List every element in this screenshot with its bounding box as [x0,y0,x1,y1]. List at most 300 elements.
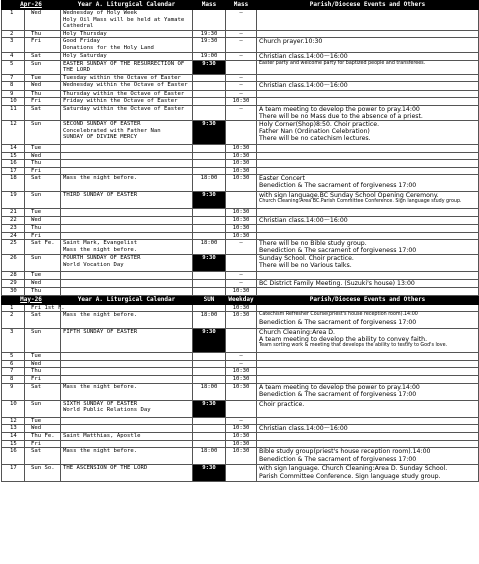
mass-time: 18:00 [193,175,226,192]
weekday: Thu [25,224,61,232]
weekday-mass-time: 10:30 [226,144,257,152]
weekday: Wed [25,216,61,224]
event-entry [257,216,479,224]
liturgical-entry [61,232,193,240]
liturgical-schedule-table [1,0,479,482]
event-entry [257,433,479,441]
text-line: THE ASCENSION OF THE LORD [63,465,148,472]
weekday-mass-time: — [226,52,257,60]
text-line: World Public Relations Day [63,407,151,414]
liturgical-entry [61,376,193,384]
weekday: Sat [25,312,61,329]
schedule-row [2,30,479,38]
weekday: Sat Fe. [25,240,61,255]
liturgical-entry [61,255,193,272]
day-number: 3 [2,38,25,52]
weekday-mass-time [226,465,257,482]
liturgical-entry [61,52,193,60]
weekday-mass-time: 10:30 [226,440,257,448]
event-entry [257,232,479,240]
mass-time [193,105,226,120]
schedule-row [2,329,479,353]
event-entry [257,383,479,400]
weekday-mass-time: 10:30 [226,425,257,433]
text-line: Holy Oil Mass will be held at Yamate Cathedral [63,16,185,30]
day-number: 3 [2,329,25,353]
event-entry [257,224,479,232]
event-entry [257,255,479,272]
weekday: Sun [25,60,61,74]
month-header: Apr-26 [2,1,61,10]
liturgical-entry [61,312,193,329]
liturgical-entry [61,82,193,90]
mass-time [193,74,226,82]
day-number: 24 [2,232,25,240]
liturgical-entry [61,38,193,52]
day-number: 12 [2,120,25,144]
mass-time: 18:00 [193,240,226,255]
schedule-row [2,279,479,287]
mass-time [193,232,226,240]
event-entry [257,144,479,152]
schedule-row [2,82,479,90]
mass-time [193,279,226,287]
event-entry [257,192,479,209]
weekday-mass-time [226,329,257,353]
text-line: Donations for the Holy Land [63,44,154,51]
day-number: 10 [2,400,25,417]
text-line: Benediction & The sacrament of forgiveness 17:00 [259,182,417,190]
day-number: 16 [2,160,25,168]
event-entry [257,312,479,329]
weekday: Fri 1st F. [25,304,61,312]
text-line: Saint Mark, Evangelist [63,240,138,247]
weekday-mass-time: 10:30 [226,304,257,312]
day-number: 13 [2,425,25,433]
liturgical-entry [61,400,193,417]
weekday-mass-time: — [226,74,257,82]
weekday-mass-time: — [226,10,257,31]
weekday-mass-time: — [226,272,257,280]
april-header-row [2,1,479,10]
weekday: Tue [25,74,61,82]
day-number: 25 [2,240,25,255]
schedule-row [2,288,479,296]
event-entry [257,360,479,368]
event-entry [257,304,479,312]
text-line: Saturday within the Octave of Easter [63,105,185,112]
text-line: BC District Family Meeting. (Suzuki's house) 13:00 [259,279,415,287]
liturgical-entry [61,175,193,192]
mass-time [193,82,226,90]
liturgical-entry [61,304,193,312]
weekday: Sat [25,105,61,120]
schedule-row [2,38,479,52]
text-line: There will be no Bible study group. [259,240,367,248]
mass-time [193,216,226,224]
day-number: 9 [2,90,25,98]
weekday-mass-time: 10:30 [226,433,257,441]
schedule-row [2,74,479,82]
liturgical-entry [61,144,193,152]
schedule-row [2,10,479,31]
weekday: Tue [25,417,61,425]
text-line: Christian class.14:00～16:00 [259,82,348,90]
day-number: 16 [2,448,25,465]
text-line: Wednesday within the Octave of Easter [63,82,188,89]
event-entry [257,425,479,433]
schedule-row [2,353,479,361]
weekday: Wed [25,152,61,160]
schedule-row [2,272,479,280]
liturgical-entry [61,160,193,168]
weekday: Sun [25,255,61,272]
mass-time [193,433,226,441]
liturgical-entry [61,433,193,441]
mass-time: 19:00 [193,52,226,60]
event-entry [257,272,479,280]
weekday-mass-time: 10:30 [226,288,257,296]
mass1-header: Mass [193,1,226,10]
day-number: 8 [2,82,25,90]
text-line: There will be no Mass due to the absence of a priest. [259,112,423,120]
text-line: Tuesday within the Octave of Easter [63,74,181,81]
mass-time: 9:30 [193,400,226,417]
weekday-mass-time: — [226,417,257,425]
weekday: Wed [25,82,61,90]
text-line: Church Cleaning:Area D. [259,329,336,337]
day-number: 29 [2,279,25,287]
mass-time [193,90,226,98]
weekday-mass-time [226,255,257,272]
text-line: Mass the night before. [63,383,138,390]
text-line: SIXTH SUNDAY OF EASTER [63,400,138,407]
text-line: Bible study group(priest's house reception room).14:00 [259,448,431,456]
liturgical-entry [61,272,193,280]
text-line: FIFTH SUNDAY OF EASTER [63,329,138,336]
weekday: Thu [25,160,61,168]
liturgical-entry [61,240,193,255]
liturgical-entry [61,90,193,98]
liturgical-entry [61,329,193,353]
event-entry [257,175,479,192]
text-line: Holy Thursday [63,30,107,37]
weekday: Sat [25,448,61,465]
schedule-row [2,417,479,425]
weekday-mass-time [226,120,257,144]
event-entry [257,60,479,74]
weekday: Fri [25,376,61,384]
weekday-mass-time [226,192,257,209]
schedule-row [2,105,479,120]
schedule-row [2,152,479,160]
day-number: 6 [2,360,25,368]
mass-time [193,160,226,168]
mass-time [193,417,226,425]
schedule-row [2,90,479,98]
schedule-row [2,360,479,368]
weekday-mass-time: 10:30 [226,232,257,240]
weekday: Wed [25,425,61,433]
weekday-mass-time: 10:30 [226,175,257,192]
schedule-row [2,433,479,441]
weekday: Fri [25,232,61,240]
schedule-row [2,425,479,433]
weekday: Sun [25,192,61,209]
weekday: Thu [25,288,61,296]
mass-time [193,304,226,312]
event-entry [257,82,479,90]
day-number: 5 [2,353,25,361]
text-line: Good Friday [63,38,101,45]
text-line: SECOND SUNDAY OF EASTER [63,120,141,127]
day-number: 30 [2,288,25,296]
day-number: 18 [2,175,25,192]
mass-time: 9:30 [193,120,226,144]
text-line: Benediction & The sacrament of forgiveness 17:00 [259,390,417,398]
mass-time [193,353,226,361]
event-entry [257,417,479,425]
schedule-row [2,52,479,60]
liturgical-entry [61,216,193,224]
text-line: Mass the night before. [63,246,138,253]
weekday: Wed [25,10,61,31]
liturgical-entry [61,209,193,217]
mass2-header: Weekday [226,295,257,304]
weekday: Tue [25,209,61,217]
mass-time [193,360,226,368]
weekday: Sat [25,52,61,60]
liturgical-entry [61,120,193,144]
text-line: A team meeting to develop the ability to convey faith. [259,336,428,344]
mass-time [193,376,226,384]
liturgical-entry [61,417,193,425]
day-number: 11 [2,105,25,120]
mass-time [193,288,226,296]
calendar-header: Year A. Liturgical Calendar [61,1,193,10]
schedule-row [2,98,479,106]
day-number: 2 [2,30,25,38]
event-entry [257,152,479,160]
event-entry [257,368,479,376]
weekday: Sun So. [25,465,61,482]
text-line: THIRD SUNDAY OF EASTER [63,192,138,199]
schedule-row [2,232,479,240]
schedule-row [2,120,479,144]
event-entry [257,353,479,361]
text-line: Christian class.14:00～16:00 [259,425,348,433]
liturgical-entry [61,448,193,465]
text-line: World Vocation Day [63,261,124,268]
liturgical-entry [61,152,193,160]
event-entry [257,10,479,31]
text-line: Saint Matthias, Apostle [63,433,141,440]
mass1-header: SUN [193,295,226,304]
schedule-row [2,448,479,465]
weekday-mass-time: 10:30 [226,312,257,329]
text-line: Benediction & The sacrament of forgiveness 17:00 [259,247,417,255]
schedule-row [2,304,479,312]
mass-time [193,144,226,152]
weekday-mass-time: — [226,240,257,255]
schedule-row [2,368,479,376]
text-line: Benediction & The sacrament of forgiveness 17:00 [259,318,417,326]
event-entry [257,105,479,120]
weekday: Tue [25,144,61,152]
text-line: Benediction & The sacrament of forgiveness 17:00 [259,455,417,463]
weekday: Fri [25,440,61,448]
liturgical-entry [61,60,193,74]
event-entry [257,440,479,448]
liturgical-entry [61,74,193,82]
text-line: Team sorting work & meeting that develops the ability to testify to God's love. [259,343,448,349]
events-header: Parish/Diocese Events and Others [257,1,479,10]
weekday-mass-time: — [226,105,257,120]
schedule-row [2,312,479,329]
mass-time [193,368,226,376]
text-line: A team meeting to develop the power to pray.14:00 [259,383,420,391]
event-entry [257,98,479,106]
weekday-mass-time: — [226,90,257,98]
day-number: 10 [2,98,25,106]
schedule-row [2,216,479,224]
weekday-mass-time: 10:30 [226,383,257,400]
liturgical-entry [61,224,193,232]
liturgical-entry [61,368,193,376]
schedule-row [2,465,479,482]
text-line: Holy Corner(Shop)8:50. Choir practice. [259,120,380,128]
day-number: 19 [2,192,25,209]
schedule-body [2,1,479,482]
mass-time: 9:30 [193,60,226,74]
event-entry [257,448,479,465]
weekday-mass-time: 10:30 [226,167,257,175]
weekday: Sat [25,175,61,192]
weekday: Wed [25,360,61,368]
weekday: Thu Fe. [25,433,61,441]
event-entry [257,288,479,296]
text-line: There will be no Various talks. [259,262,352,270]
weekday-mass-time: — [226,279,257,287]
schedule-row [2,240,479,255]
weekday: Sat [25,383,61,400]
liturgical-entry [61,98,193,106]
event-entry [257,30,479,38]
schedule-row [2,209,479,217]
day-number: 21 [2,209,25,217]
liturgical-entry [61,192,193,209]
weekday-mass-time: — [226,82,257,90]
text-line: Christian class.14:00～16:00 [259,52,348,60]
weekday-mass-time: 10:30 [226,160,257,168]
weekday: Thu [25,90,61,98]
day-number: 7 [2,74,25,82]
liturgical-entry [61,360,193,368]
text-line: Parish Committee Conference. Sign language study group. [259,472,441,480]
event-entry [257,38,479,52]
schedule-row [2,440,479,448]
weekday: Thu [25,368,61,376]
text-line: SUNDAY OF DIVINE MERCY [63,134,138,141]
day-number: 1 [2,304,25,312]
liturgical-entry [61,440,193,448]
weekday: Thu [25,30,61,38]
weekday: Tue [25,272,61,280]
weekday: Sun [25,329,61,353]
weekday-mass-time: 10:30 [226,98,257,106]
schedule-row [2,224,479,232]
day-number: 17 [2,167,25,175]
text-line: Friday within the Octave of Easter [63,98,178,105]
day-number: 28 [2,272,25,280]
weekday: Tue [25,353,61,361]
weekday-mass-time: — [226,353,257,361]
schedule-row [2,60,479,74]
day-number: 23 [2,224,25,232]
weekday: Sun [25,120,61,144]
mass-time [193,167,226,175]
day-number: 7 [2,368,25,376]
text-line: Mass the night before. [63,175,138,182]
text-line: Sunday School. Choir practice. [259,255,354,263]
mass-time [193,224,226,232]
schedule-row [2,160,479,168]
liturgical-entry [61,353,193,361]
mass-time [193,425,226,433]
text-line: Catechism Refresher Course(priest's house reception room).14:00 [259,312,418,318]
text-line: Holy Saturday [63,52,107,59]
weekday: Wed [25,279,61,287]
day-number: 22 [2,216,25,224]
weekday-mass-time: — [226,30,257,38]
day-number: 4 [2,52,25,60]
text-line: Mass the night before. [63,448,138,455]
weekday: Fri [25,167,61,175]
event-entry [257,90,479,98]
weekday: Sun [25,400,61,417]
schedule-row [2,376,479,384]
text-line: Wednesday of Holy Week [63,10,138,16]
mass-time: 9:30 [193,255,226,272]
schedule-row [2,192,479,209]
event-entry [257,52,479,60]
day-number: 15 [2,152,25,160]
weekday: Fri [25,98,61,106]
weekday-mass-time [226,60,257,74]
weekday-mass-time: 10:30 [226,368,257,376]
event-entry [257,74,479,82]
mass-time [193,152,226,160]
mass-time: 18:00 [193,312,226,329]
text-line: FOURTH SUNDAY OF EASTER [63,255,141,262]
mass-time [193,10,226,31]
text-line: Mass the night before. [63,312,138,319]
day-number: 2 [2,312,25,329]
day-number: 5 [2,60,25,74]
mass-time [193,98,226,106]
liturgical-entry [61,167,193,175]
weekday-mass-time: — [226,360,257,368]
mass-time: 9:30 [193,329,226,353]
mass-time: 18:00 [193,448,226,465]
text-line: A team meeting to develop the power to pray.14:00 [259,105,420,113]
event-entry [257,465,479,482]
liturgical-entry [61,383,193,400]
event-entry [257,376,479,384]
weekday-mass-time: 10:30 [226,152,257,160]
liturgical-entry [61,10,193,31]
day-number: 26 [2,255,25,272]
